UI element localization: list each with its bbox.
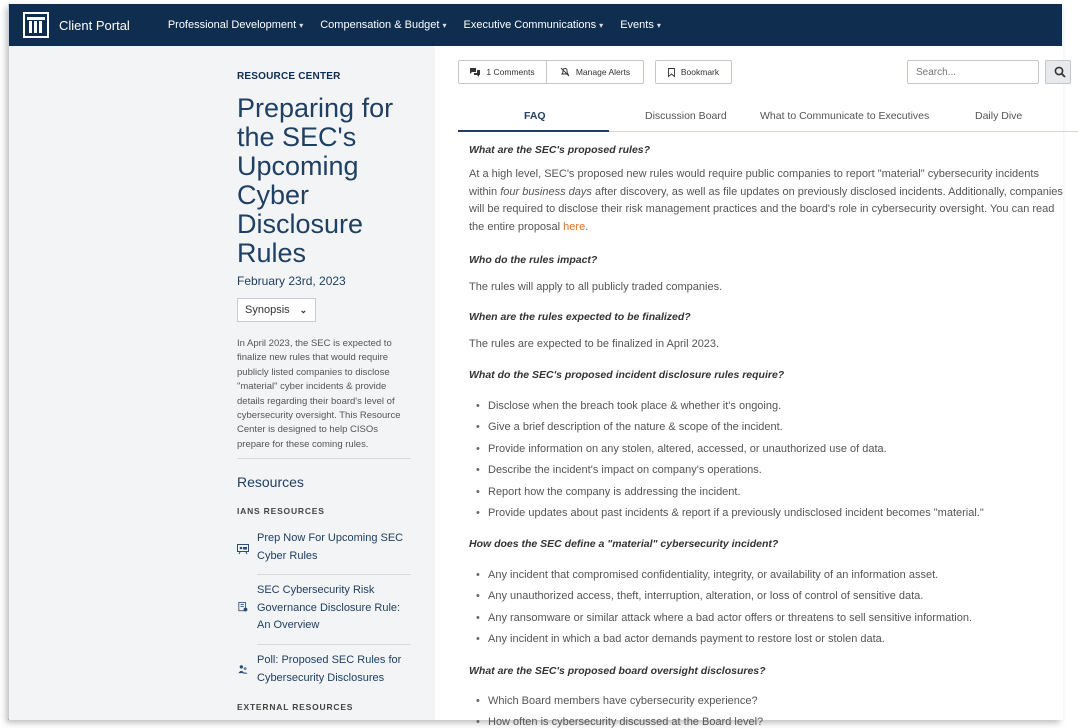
list-item: • Describe the incident's impact on company's operations. bbox=[488, 464, 762, 476]
chevron-down-icon: ⌄ bbox=[299, 304, 308, 315]
faq-question: What are the SEC's proposed rules? bbox=[469, 144, 651, 156]
comments-icon bbox=[470, 68, 480, 77]
active-tab-indicator bbox=[458, 130, 609, 132]
synopsis-text: In April 2023, the SEC is expected to finalize new rules that would require publicly listed companies to disclose "material" cyber incidents & provide details regarding their board's level of cybersecurity oversight. This Resource Center is designed to help CISOs prepare for these coming rules. bbox=[237, 338, 401, 450]
nav-executive-communications[interactable]: Executive Communications ▾ bbox=[463, 19, 604, 31]
faq-answer: At a high level, SEC's proposed new rules would require public companies to report "material" cybersecurity incidents within four business days after discovery, as well as file updates on previously disclosed incidents. Additionally, companies will be required to disclose their risk management practices and the board's role in cybersecurity oversight. You can read the entire proposal here. bbox=[469, 168, 1063, 233]
page-title: Preparing for the SEC's Upcoming Cyber Disclosure Rules bbox=[237, 93, 394, 268]
publish-date: February 23rd, 2023 bbox=[237, 274, 346, 288]
nav-events[interactable]: Events ▾ bbox=[620, 19, 661, 31]
list-item: • Any unauthorized access, theft, interruption, alteration, or loss of control of sensitive data. bbox=[488, 590, 923, 602]
tab-what-to-communicate[interactable]: What to Communicate to Executives bbox=[760, 110, 930, 122]
list-item: • Provide information on any stolen, altered, accessed, or unauthorized use of data. bbox=[488, 443, 887, 455]
list-item: • How often is cybersecurity discussed at the Board level? bbox=[488, 716, 763, 728]
presentation-icon bbox=[237, 544, 249, 554]
faq-answer: The rules are expected to be finalized in April 2023. bbox=[469, 338, 720, 350]
list-item: • Report how the company is addressing the incident. bbox=[488, 486, 741, 498]
tab-faq[interactable]: FAQ bbox=[524, 110, 546, 122]
list-item: • Provide updates about past incidents & report if a previously undisclosed incident becomes "material." bbox=[488, 507, 984, 519]
tab-bar bbox=[458, 102, 1078, 132]
list-item: • Any incident that compromised confidentiality, integrity, or availability of an information asset. bbox=[488, 569, 938, 581]
tab-daily-dive[interactable]: Daily Dive bbox=[975, 110, 1023, 122]
logo-icon[interactable] bbox=[23, 12, 49, 38]
brand-name[interactable]: Client Portal bbox=[59, 17, 130, 33]
people-icon bbox=[237, 664, 249, 674]
chevron-down-icon: ▾ bbox=[299, 20, 304, 30]
faq-question: Who do the rules impact? bbox=[469, 254, 598, 266]
list-item: • Any incident in which a bad actor demands payment to restore lost or stolen data. bbox=[488, 633, 885, 645]
document-icon bbox=[237, 602, 249, 612]
list-item: • Any ransomware or similar attack where a bad actor offers or threatens to sell sensitive information. bbox=[488, 612, 972, 624]
section-label: RESOURCE CENTER bbox=[237, 71, 341, 82]
search-icon bbox=[1054, 66, 1066, 78]
comments-button[interactable]: 1 Comments bbox=[458, 60, 547, 84]
resource-link-sec-overview[interactable]: SEC Cybersecurity Risk Governance Disclosure Rule: An Overview bbox=[257, 584, 401, 631]
synopsis-dropdown[interactable]: Synopsis ⌄ bbox=[237, 298, 316, 322]
resource-link-prep-now[interactable]: Prep Now For Upcoming SEC Cyber Rules bbox=[257, 532, 404, 562]
bookmark-button[interactable]: Bookmark bbox=[655, 60, 732, 84]
browser-window bbox=[8, 4, 1063, 728]
chevron-down-icon: ▾ bbox=[656, 20, 661, 30]
faq-question: What are the SEC's proposed board oversight disclosures? bbox=[469, 665, 766, 677]
proposal-link[interactable]: here bbox=[563, 220, 586, 233]
nav-professional-development[interactable]: Professional Development ▾ bbox=[167, 19, 304, 31]
bookmark-icon bbox=[668, 68, 675, 77]
divider bbox=[257, 644, 411, 645]
nav-compensation-budget[interactable]: Compensation & Budget ▾ bbox=[320, 19, 447, 31]
resources-heading: Resources bbox=[237, 474, 304, 490]
manage-alerts-button[interactable]: Manage Alerts bbox=[547, 60, 644, 84]
top-navigation-bar bbox=[9, 4, 1062, 46]
tab-discussion-board[interactable]: Discussion Board bbox=[645, 110, 727, 122]
faq-question: When are the rules expected to be finalized? bbox=[469, 311, 691, 323]
ians-resources-heading: IANS RESOURCES bbox=[237, 506, 325, 516]
list-item: • Give a brief description of the nature & scope of the incident. bbox=[488, 421, 783, 433]
faq-answer: The rules will apply to all publicly traded companies. bbox=[469, 281, 723, 293]
list-item: • Disclose when the breach took place & whether it's ongoing. bbox=[488, 400, 781, 412]
main-content bbox=[435, 46, 1063, 728]
faq-question: How does the SEC define a "material" cybersecurity incident? bbox=[469, 538, 779, 550]
faq-question: What do the SEC's proposed incident disclosure rules require? bbox=[469, 369, 785, 381]
sidebar bbox=[9, 46, 435, 720]
divider bbox=[237, 458, 411, 459]
resource-link-poll[interactable]: Poll: Proposed SEC Rules for Cybersecurity Disclosures bbox=[257, 654, 402, 684]
chevron-down-icon: ▾ bbox=[442, 20, 447, 30]
list-item: • Which Board members have cybersecurity experience? bbox=[488, 695, 758, 707]
search-button[interactable] bbox=[1045, 60, 1071, 84]
external-resources-heading: EXTERNAL RESOURCES bbox=[237, 702, 354, 712]
bell-off-icon bbox=[560, 67, 570, 77]
chevron-down-icon: ▾ bbox=[599, 20, 604, 30]
search-input[interactable] bbox=[907, 60, 1039, 84]
divider bbox=[257, 574, 411, 575]
